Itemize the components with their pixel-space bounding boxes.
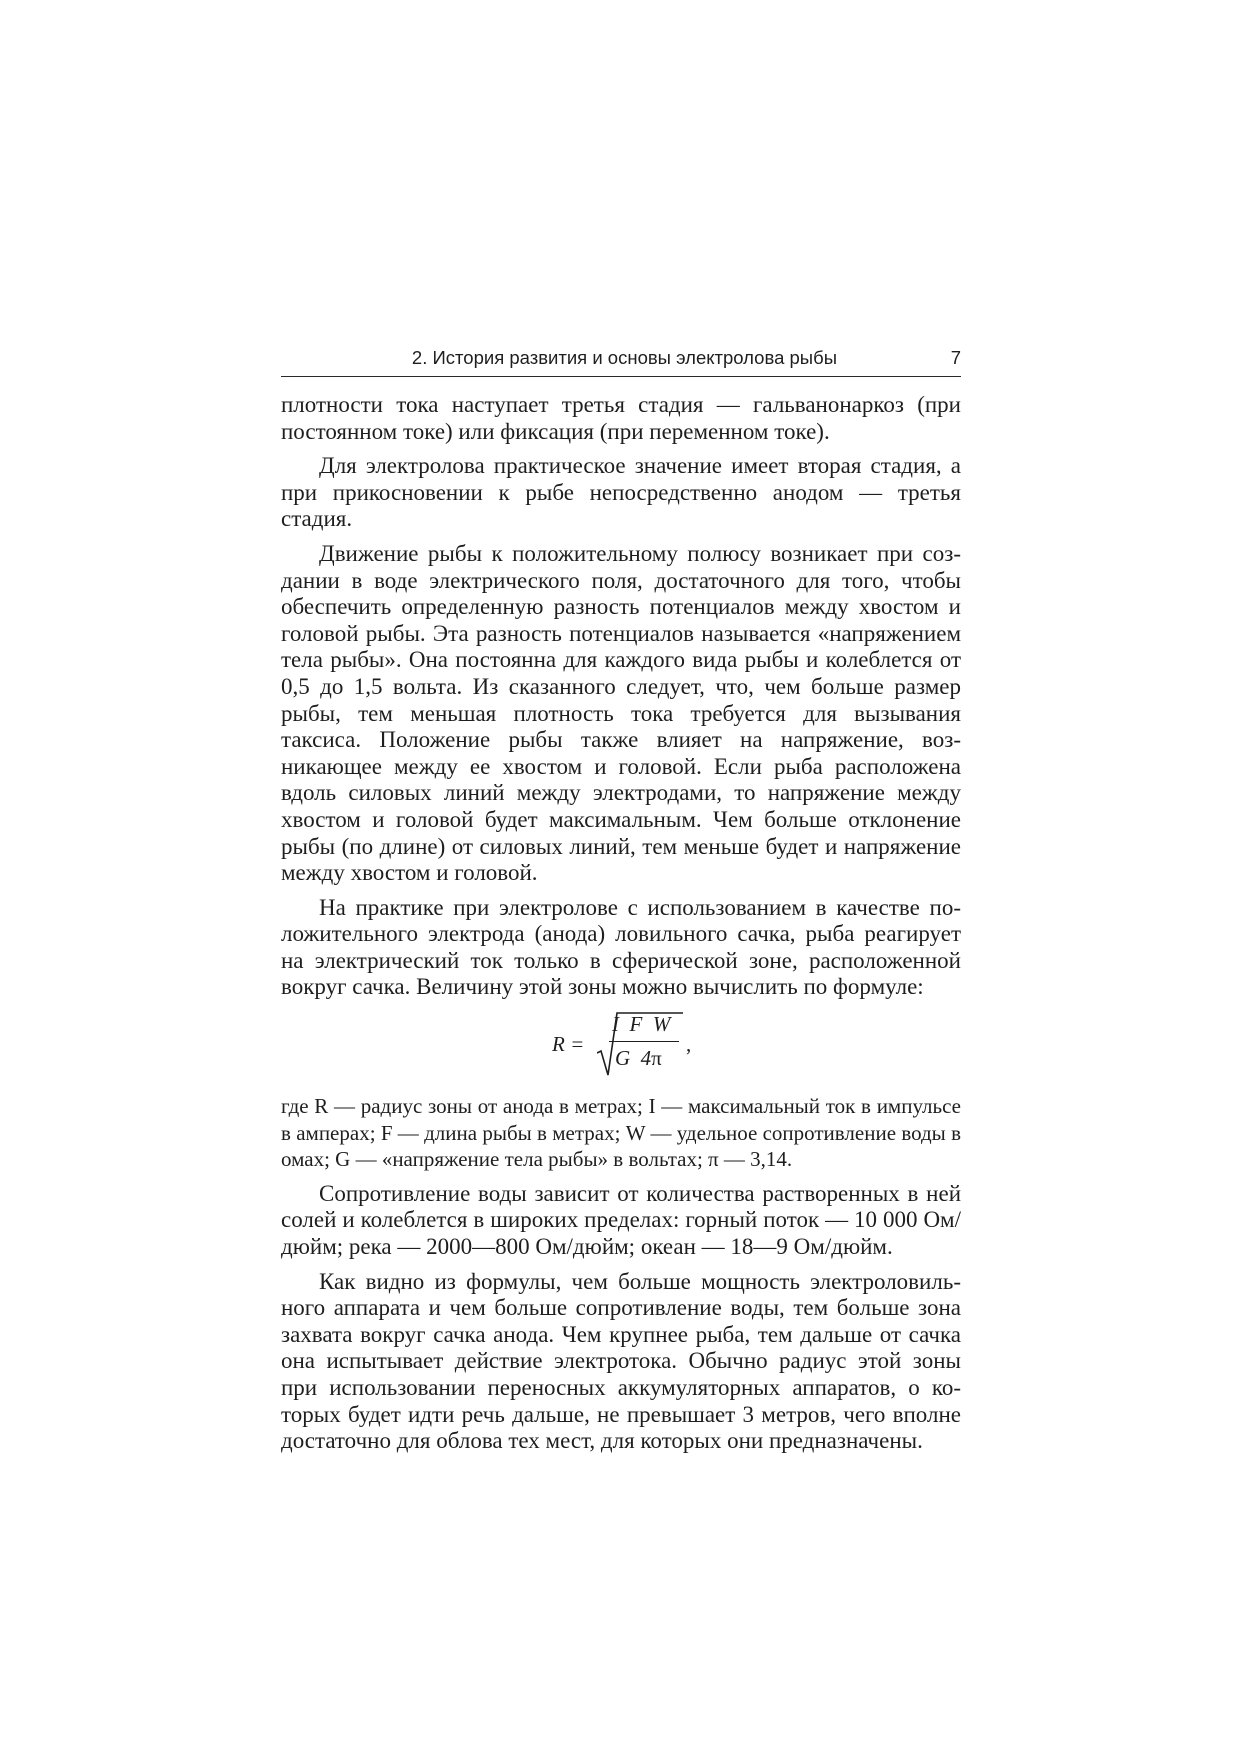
paragraph-1: плотности тока наступает третья стадия — гальванонаркоз (при постоянном токе) или фиксация (при переменном токе).	[281, 392, 961, 444]
paragraph-6: Сопротивление воды зависит от количества растворенных в ней солей и колеблется в широких пределах: горный поток — 10 000 Ом/дюйм; река — 2000—800 Ом/дюйм; океан — 18—9 Ом/дюйм.	[281, 1180, 961, 1260]
paragraph-5: где R — радиус зоны от анода в метрах; I — максимальный ток в импульсе в амперах; F — длина рыбы в метрах; W — удельное сопротивление воды в омах; G — «напряжение тела рыбы» в вольтах; π — 3,14.	[281, 1094, 961, 1172]
page-number: 7	[950, 347, 961, 369]
formula-denominator-g: G 4	[615, 1046, 652, 1071]
fraction-bar	[609, 1041, 679, 1042]
formula-numerator: I F W	[612, 1012, 671, 1037]
body-text	[281, 392, 961, 1455]
paragraph-4: На практике при электролове с использованием в качестве положительного электрода (анода) ловильного сачка, рыба реагирует на электрический ток только в сферической зоне, расположенной вокруг сачка. Величину этой зоны можно вычислить по формуле:	[281, 894, 961, 1000]
paragraph-3: Движение рыбы к положительному полюсу возникает при создании в воде электрического поля, достаточного для того, чтобы обеспечить определенную разность потенциалов между хвостом и головой рыбы. Эта разность потенциалов называется «напряжением тела рыбы». Она постоянна для каждого вида рыбы и колеблется от 0,5 до 1,5 вольта. Из сказанного следует, что, чем больше размер рыбы, тем меньшая плотность тока требуется для вызывания таксиса. Положение рыбы также влияет на напряжение, возникающее между ее хвостом и головой. Если рыба расположена вдоль силовых линий между электродами, то напряжение между хвостом и головой будет максимальным. Чем больше отклонение рыбы (по длине) от силовых линий, тем меньше будет и напряжение между хвостом и головой.	[281, 540, 961, 886]
document-page	[281, 348, 961, 1455]
formula-pi: π	[651, 1046, 662, 1071]
paragraph-2: Для электролова практическое значение имеет вторая стадия, а при прикосновении к рыбе непосредственно анодом — третья стадия.	[281, 453, 961, 532]
formula-denominator	[615, 1045, 662, 1072]
paragraph-7: Как видно из формулы, чем больше мощность электроловильного аппарата и чем больше сопротивление воды, тем больше зона захвата вокруг сачка анода. Чем крупнее рыба, тем дальше от сачка она испытывает действие электротока. Обычно радиус этой зоны при использовании переносных аккумуляторных аппаратов, о которых будет идти речь дальше, не превышает 3 метров, чего вполне достаточно для облова тех мест, для которых они предназначены.	[281, 1268, 961, 1454]
formula-lhs: R =	[552, 1032, 585, 1057]
zone-radius-formula	[281, 1011, 961, 1089]
formula-comma: ,	[686, 1032, 692, 1057]
header-title: 2. История развития и основы электролова рыбы	[411, 347, 837, 369]
running-header	[281, 348, 961, 377]
